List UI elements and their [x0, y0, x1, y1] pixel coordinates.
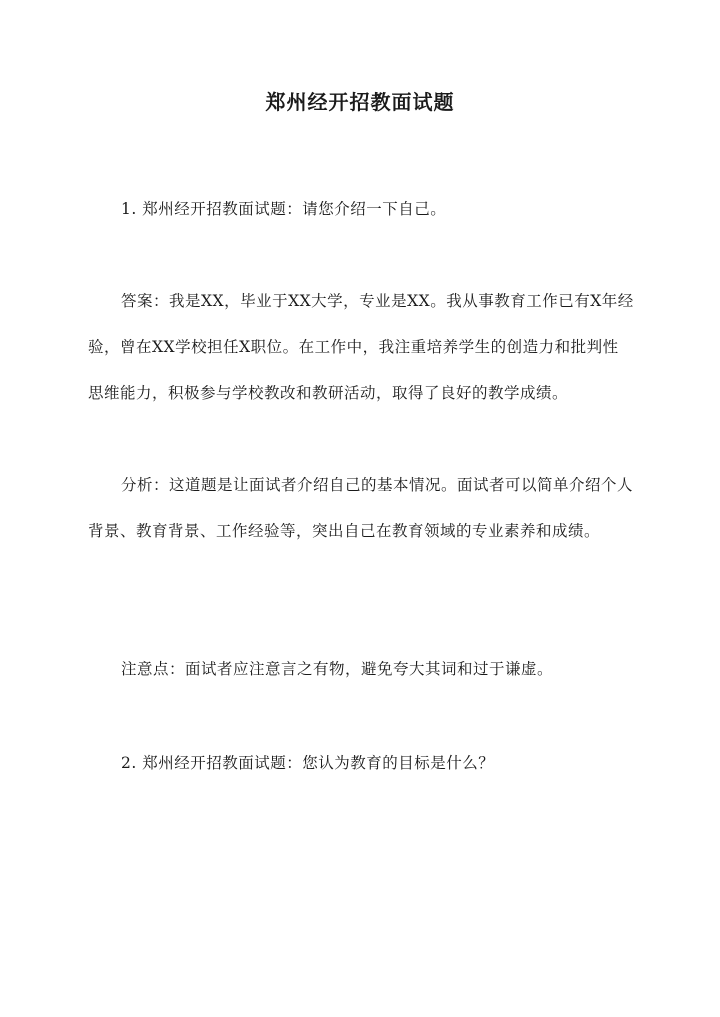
analysis-1: 分析：这道题是让面试者介绍自己的基本情况。面试者可以简单介绍个人背景、教育背景、工作经验等，突出自己在教育领域的专业素养和成绩。	[88, 476, 634, 540]
answer-1: 答案：我是XX，毕业于XX大学，专业是XX。我从事教育工作已有X年经验，曾在XX学校担任X职位。在工作中，我注重培养学生的创造力和批判性思维能力，积极参与学校教改和教研活动，取得了良好的教学成绩。	[88, 292, 634, 402]
document-title: 郑州经开招教面试题	[265, 90, 455, 114]
note-1: 注意点：面试者应注意言之有物，避免夸大其词和过于谦虚。	[121, 660, 554, 678]
question-1: 1. 郑州经开招教面试题：请您介绍一下自己。	[121, 200, 447, 218]
question-2: 2. 郑州经开招教面试题：您认为教育的目标是什么？	[121, 754, 495, 772]
